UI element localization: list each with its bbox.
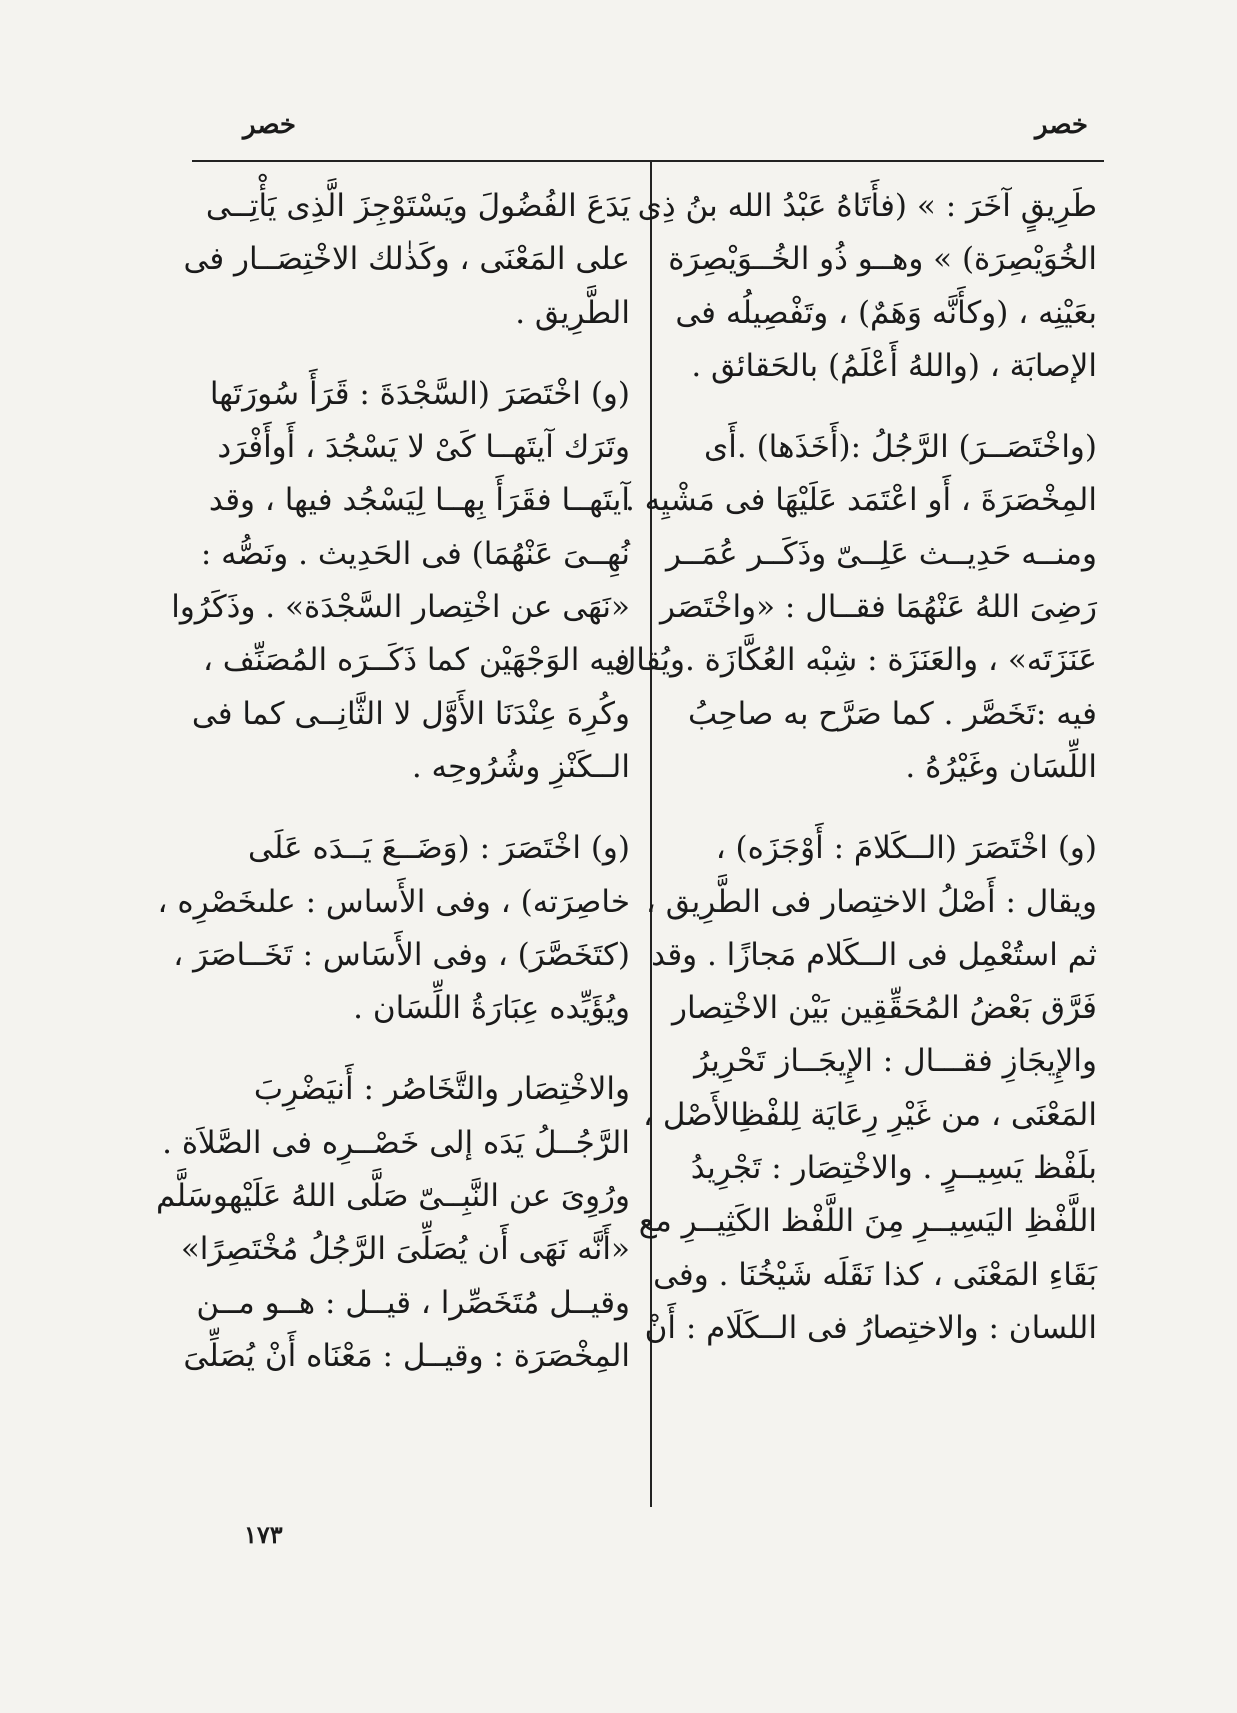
text-line: وتَرَك آيتَهــا كَىْ لا يَسْجُدَ ، أَوأَفْرَد <box>217 429 630 466</box>
text-line: عَنَزَتَه» ، والعَنَزَة : شِبْه العُكَّازَة .ويُقال <box>613 642 1097 679</box>
text-line: (واخْتَصَــرَ) الرَّجُلُ :(أَخَذَها) .أَى <box>703 429 1097 466</box>
text-line: فيه :تَخَصَّر . كما صَرَّح به صاحِبُ <box>687 695 1097 732</box>
running-header-right: خصر <box>1035 110 1088 140</box>
right-column <box>613 180 1097 1355</box>
text-line: ويُؤَيِّده عِبَارَةُ اللِّسَان . <box>353 990 630 1027</box>
text-line: ورُوِىَ عن النَّبِــىّ صَلَّى اللهُ عَلَيْهوسَلَّم <box>156 1178 630 1215</box>
running-header-left: خصر <box>243 110 296 140</box>
text-line: «أَنَّه نَهَى أَن يُصَلِّىَ الرَّجُلُ مُخْتَصِرًا» <box>180 1231 630 1268</box>
text-line: بَقَاءِ المَعْنَى ، كذا نَقَلَه شَيْخُنَا . وفى <box>653 1256 1097 1293</box>
text-line: وقيــل مُتَخَصِّرا ، قيــل : هــو مــن <box>196 1284 630 1321</box>
left-column <box>156 180 630 1383</box>
text-line: وكُرِهَ عِنْدَنَا الأَوَّل لا الثَّانِــى كما فى <box>191 695 630 732</box>
text-line: نُهِــىَ عَنْهُمَا) فى الحَدِيث . ونَصُّه : <box>200 535 630 572</box>
text-line: على المَعْنَى ، وكَذٰلك الاخْتِصَــار فى <box>183 241 630 278</box>
paragraph-gap <box>180 1035 630 1063</box>
text-line: اللَّفْظِ اليَسِيــرِ مِنَ اللَّفْظ الكَثِيــرِ مع <box>638 1203 1097 1240</box>
text-line: بعَيْنِه ، (وكأَنَّه وَهَمٌ) ، وتَفْصِيلُه فى <box>675 294 1097 331</box>
text-line: خاصِرَته) ، وفى الأَساس : علىخَصْرِه ، <box>157 883 630 920</box>
text-line: يَدَعَ الفُضُولَ ويَسْتَوْجِزَ الَّذِى يَأْتِــى <box>205 188 630 224</box>
text-line: فَرَّق بَعْضُ المُحَقِّقِين بَيْن الاخْتِصار <box>672 990 1097 1027</box>
text-line: (و) اخْتَصَرَ (الــكَلامَ : أَوْجَزَه) ، <box>715 830 1097 867</box>
text-line: ثم استُعْمِل فى الــكَلام مَجازًا . وقد <box>651 936 1097 973</box>
text-line: والإِيجَازِ فقـــال : الإِيجَــاز تَحْرِيرُ <box>694 1043 1097 1080</box>
text-line: اللِّسَان وغَيْرُهُ . <box>905 748 1097 785</box>
text-line: المِخْصَرَةَ ، أَو اعْتَمَد عَلَيْهَا فى مَشْيِه . <box>624 482 1097 519</box>
text-line: ويقال : أَصْلُ الاختِصار فى الطَّرِيق ، <box>645 883 1097 920</box>
text-line: طَرِيقٍ آخَرَ : » (فأَتَاهُ عَبْدُ الله بنُ ذِى <box>637 188 1097 224</box>
text-line: «نَهَى عن اخْتِصار السَّجْدَة» . وذَكَرُوا <box>171 589 630 626</box>
paragraph-gap <box>180 794 630 822</box>
text-line: الإصابَة ، (واللهُ أَعْلَمُ) بالحَقائق . <box>691 347 1097 384</box>
page-number: ١٧٣ <box>244 1520 283 1549</box>
text-line: آيتَهــا فقَرَأَ بِهــا لِيَسْجُد فيها ، وقد <box>208 482 630 519</box>
text-line: الــكَنْزِ وشُرُوحِه . <box>411 748 630 785</box>
text-line: (و) اخْتَصَرَ : (وَضَــعَ يَــدَه عَلَى <box>248 830 630 867</box>
text-line: الطَّرِيق . <box>515 294 630 331</box>
text-line: فيه الوَجْهَيْن كما ذَكَــرَه المُصَنِّف ، <box>202 642 630 679</box>
text-line: (كتَخَصَّرَ) ، وفى الأَسَاس : تَخَــاصَرَ ، <box>173 936 630 973</box>
text-line: والاخْتِصَار والتَّخَاصُر : أَنيَضْرِبَ <box>253 1071 630 1108</box>
paragraph-gap <box>685 794 1097 822</box>
text-line: المَعْنَى ، من غَيْرِ رِعَايَة لِلفْظِالأَصْل ، <box>642 1096 1097 1133</box>
text-line: رَضِىَ اللهُ عَنْهُمَا فقــال : «واخْتَصَر <box>660 589 1097 626</box>
text-line: ومنــه حَدِيــث عَلِــىّ وذَكَــر عُمَــر <box>665 535 1097 572</box>
paragraph-gap <box>685 393 1097 421</box>
text-line: الخُوَيْصِرَة) » وهــو ذُو الخُــوَيْصِرَة <box>668 241 1097 278</box>
paragraph-gap <box>180 340 630 368</box>
text-line: الرَّجُــلُ يَدَه إلى خَصْــرِه فى الصَّلاَة . <box>162 1124 630 1161</box>
header-rule <box>192 160 1104 162</box>
text-line: (و) اخْتَصَرَ (السَّجْدَةَ : قَرَأَ سُورَتَها <box>209 375 630 412</box>
text-line: اللسان : والاختِصارُ فى الــكَلَام : أَنْ <box>644 1309 1097 1346</box>
text-line: بلَفْظ يَسِيــرٍ . والاخْتِصَار : تَجْرِيدُ <box>690 1150 1097 1187</box>
text-line: المِخْصَرَة : وقيــل : مَعْنَاه أَنْ يُصَلِّىَ <box>183 1337 630 1374</box>
